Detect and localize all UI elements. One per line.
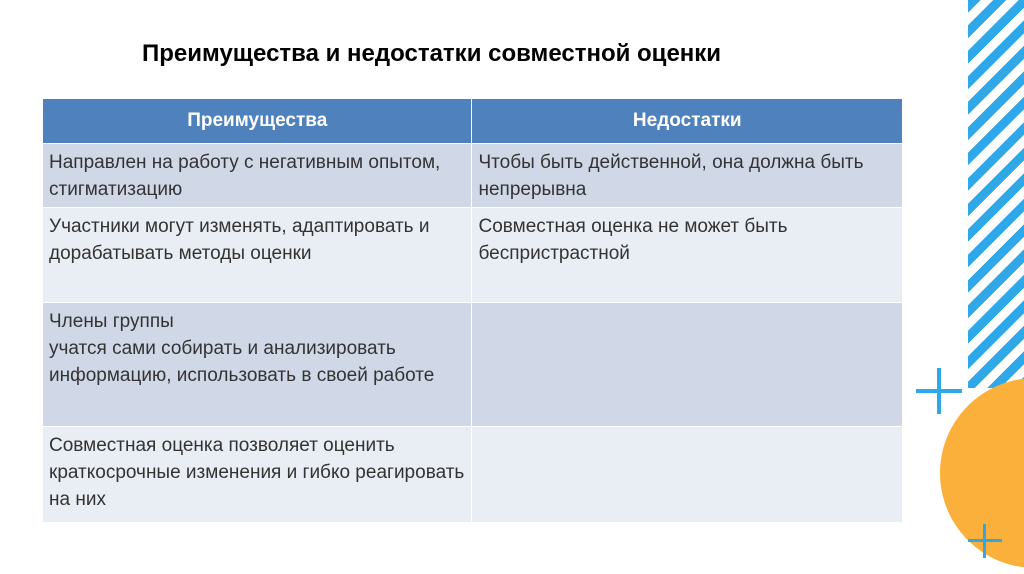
disadvantage-cell xyxy=(472,427,902,522)
advantage-cell: Члены группы учатся сами собирать и анализировать информацию, использовать в своей работе xyxy=(43,303,472,427)
table-row xyxy=(43,208,902,303)
disadvantage-cell: Чтобы быть действенной, она должна быть непрерывна xyxy=(472,144,902,208)
advantage-cell: Участники могут изменять, адаптировать и дорабатывать методы оценки xyxy=(43,208,472,303)
advantage-cell: Направлен на работу с негативным опытом, стигматизацию xyxy=(43,144,472,208)
header-disadvantages: Недостатки xyxy=(472,99,902,144)
decorative-stripes xyxy=(968,0,1024,388)
advantage-cell: Совместная оценка позволяет оценить краткосрочные изменения и гибко реагировать на них xyxy=(43,427,472,522)
table-row xyxy=(43,427,902,522)
header-advantages: Преимущества xyxy=(43,99,472,144)
slide-title: Преимущества и недостатки совместной оценки xyxy=(142,40,722,67)
comparison-table xyxy=(43,99,902,522)
disadvantage-cell xyxy=(472,303,902,427)
table-row xyxy=(43,303,902,427)
table-row xyxy=(43,144,902,208)
table-header-row xyxy=(43,99,902,144)
plus-icon-small xyxy=(968,524,1002,558)
disadvantage-cell: Совместная оценка не может быть беспристрастной xyxy=(472,208,902,303)
plus-icon xyxy=(916,368,962,414)
